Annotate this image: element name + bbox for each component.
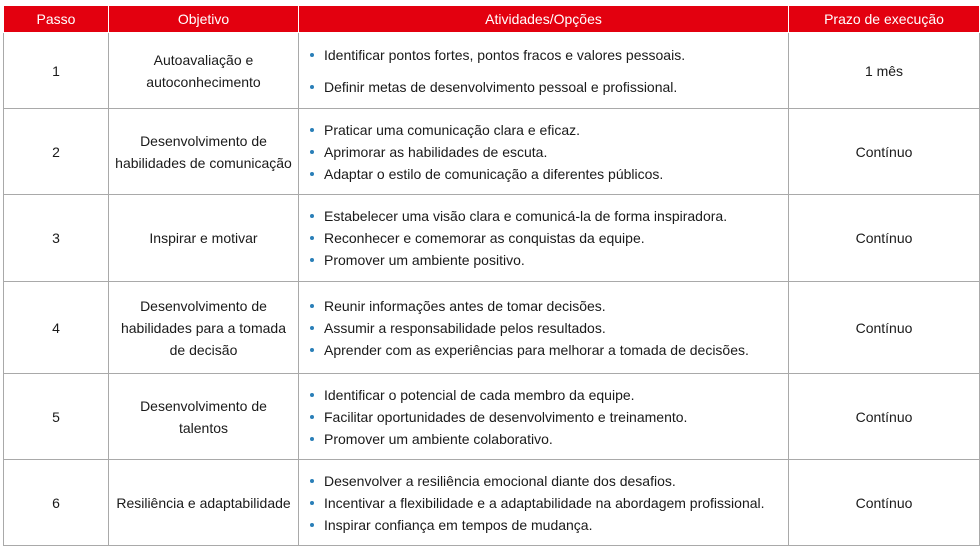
objective-cell bbox=[109, 109, 299, 195]
activity-item: Aprimorar as habilidades de escuta. bbox=[307, 141, 782, 163]
objective-cell bbox=[109, 460, 299, 546]
deadline-cell: Contínuo bbox=[789, 374, 980, 460]
table-row bbox=[4, 33, 980, 109]
activity-item: Inspirar confiança em tempos de mudança. bbox=[307, 514, 782, 536]
activity-item: Desenvolver a resiliência emocional diante dos desafios. bbox=[307, 470, 782, 492]
header-row bbox=[4, 6, 980, 33]
activity-item: Reunir informações antes de tomar decisões. bbox=[307, 295, 782, 317]
objective-line: Desenvolvimento de bbox=[140, 397, 267, 414]
step-number: 6 bbox=[4, 460, 109, 546]
objective-line: autoconhecimento bbox=[146, 73, 261, 90]
header-activities: Atividades/Opções bbox=[299, 6, 789, 33]
objective-line: de decisão bbox=[169, 341, 238, 358]
step-number: 3 bbox=[4, 195, 109, 282]
activities-cell bbox=[299, 109, 789, 195]
activity-item: Incentivar a flexibilidade e a adaptabilidade na abordagem profissional. bbox=[307, 492, 782, 514]
deadline-cell: Contínuo bbox=[789, 195, 980, 282]
step-number: 2 bbox=[4, 109, 109, 195]
objective-line: Desenvolvimento de bbox=[140, 132, 267, 149]
activities-cell bbox=[299, 374, 789, 460]
activities-cell bbox=[299, 33, 789, 109]
objective-line: Autoavaliação e bbox=[153, 51, 254, 68]
activity-item: Aprender com as experiências para melhorar a tomada de decisões. bbox=[307, 339, 782, 361]
objective-line: habilidades para a tomada bbox=[120, 319, 286, 336]
deadline-cell: Contínuo bbox=[789, 460, 980, 546]
activity-item: Identificar pontos fortes, pontos fracos e valores pessoais. bbox=[307, 44, 782, 66]
header-step: Passo bbox=[4, 6, 109, 33]
table-row bbox=[4, 282, 980, 374]
step-number: 5 bbox=[4, 374, 109, 460]
step-number: 1 bbox=[4, 33, 109, 109]
objective-line: Resiliência e adaptabilidade bbox=[116, 494, 291, 511]
activity-item: Reconhecer e comemorar as conquistas da equipe. bbox=[307, 227, 782, 249]
objective-cell bbox=[109, 282, 299, 374]
deadline-cell: Contínuo bbox=[789, 109, 980, 195]
step-number: 4 bbox=[4, 282, 109, 374]
activity-item: Adaptar o estilo de comunicação a diferentes públicos. bbox=[307, 163, 782, 185]
development-plan-table bbox=[3, 5, 980, 546]
activity-item: Identificar o potencial de cada membro da equipe. bbox=[307, 384, 782, 406]
objective-line: talentos bbox=[178, 419, 229, 436]
objective-cell bbox=[109, 374, 299, 460]
deadline-cell: Contínuo bbox=[789, 282, 980, 374]
table-row bbox=[4, 460, 980, 546]
activities-cell bbox=[299, 282, 789, 374]
activity-item: Promover um ambiente colaborativo. bbox=[307, 428, 782, 450]
activity-item: Praticar uma comunicação clara e eficaz. bbox=[307, 119, 782, 141]
activity-item: Definir metas de desenvolvimento pessoal e profissional. bbox=[307, 76, 782, 98]
activities-cell bbox=[299, 460, 789, 546]
activity-item: Assumir a responsabilidade pelos resultados. bbox=[307, 317, 782, 339]
table-row bbox=[4, 109, 980, 195]
objective-cell bbox=[109, 33, 299, 109]
activity-item: Facilitar oportunidades de desenvolvimento e treinamento. bbox=[307, 406, 782, 428]
table-row bbox=[4, 195, 980, 282]
objective-line: Desenvolvimento de bbox=[140, 297, 267, 314]
deadline-cell: 1 mês bbox=[789, 33, 980, 109]
objective-cell bbox=[109, 195, 299, 282]
table-row bbox=[4, 374, 980, 460]
activities-cell bbox=[299, 195, 789, 282]
objective-line: Inspirar e motivar bbox=[149, 230, 258, 246]
activity-item: Promover um ambiente positivo. bbox=[307, 249, 782, 271]
activity-item: Estabelecer uma visão clara e comunicá-la de forma inspiradora. bbox=[307, 205, 782, 227]
header-objective: Objetivo bbox=[109, 6, 299, 33]
header-deadline: Prazo de execução bbox=[789, 6, 980, 33]
objective-line: habilidades de comunicação bbox=[115, 154, 292, 171]
